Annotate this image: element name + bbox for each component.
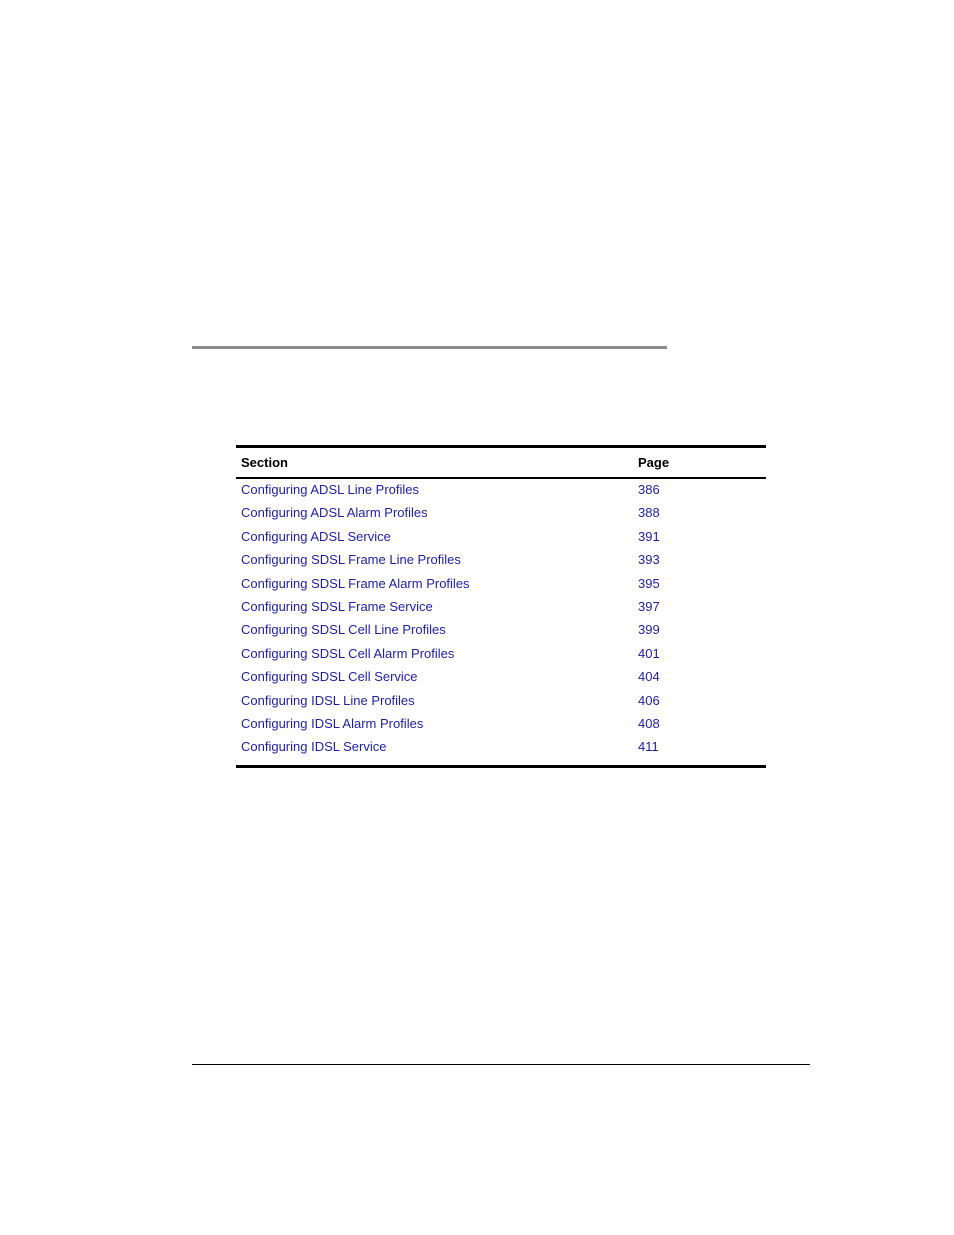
page-link[interactable]: 399 (638, 622, 660, 638)
page-footer-rule (192, 1064, 810, 1065)
section-link[interactable]: Configuring SDSL Frame Line Profiles (241, 552, 461, 568)
table-row (236, 480, 766, 503)
section-link[interactable]: Configuring SDSL Cell Line Profiles (241, 622, 446, 638)
page-link[interactable]: 411 (638, 739, 659, 755)
table-row (236, 714, 766, 737)
section-link[interactable]: Configuring SDSL Frame Alarm Profiles (241, 575, 470, 591)
table-body (236, 479, 766, 765)
section-link[interactable]: Configuring ADSL Service (241, 528, 391, 544)
section-link[interactable]: Configuring SDSL Frame Service (241, 598, 433, 614)
table-row (236, 644, 766, 667)
table-row (236, 737, 766, 760)
chapter-divider-rule (192, 346, 667, 349)
section-link[interactable]: Configuring ADSL Alarm Profiles (241, 505, 428, 521)
page-link[interactable]: 401 (638, 645, 660, 661)
table-row (236, 667, 766, 690)
table-header (236, 448, 766, 479)
table-row (236, 691, 766, 714)
page-link[interactable]: 393 (638, 552, 660, 568)
page-link[interactable]: 395 (638, 575, 660, 591)
page-link[interactable]: 397 (638, 598, 660, 614)
section-link[interactable]: Configuring IDSL Service (241, 739, 387, 755)
page-link[interactable]: 406 (638, 692, 660, 708)
page-column-header: Page (638, 455, 670, 470)
page-link[interactable]: 408 (638, 715, 660, 731)
section-link[interactable]: Configuring IDSL Line Profiles (241, 692, 415, 708)
section-link[interactable]: Configuring SDSL Cell Alarm Profiles (241, 645, 455, 661)
table-row (236, 550, 766, 573)
page-link[interactable]: 386 (638, 482, 660, 497)
table-row (236, 620, 766, 643)
page-link[interactable]: 391 (638, 528, 660, 544)
section-link[interactable]: Configuring ADSL Line Profiles (241, 482, 420, 497)
page-link[interactable]: 404 (638, 669, 660, 685)
chapter-contents-table (236, 445, 766, 768)
section-column-header: Section (241, 455, 288, 470)
table-row (236, 597, 766, 620)
page-link[interactable]: 388 (638, 505, 660, 521)
table-row (236, 527, 766, 550)
section-link[interactable]: Configuring SDSL Cell Service (241, 669, 418, 685)
section-link[interactable]: Configuring IDSL Alarm Profiles (241, 715, 424, 731)
table-row (236, 503, 766, 526)
table-row (236, 574, 766, 597)
